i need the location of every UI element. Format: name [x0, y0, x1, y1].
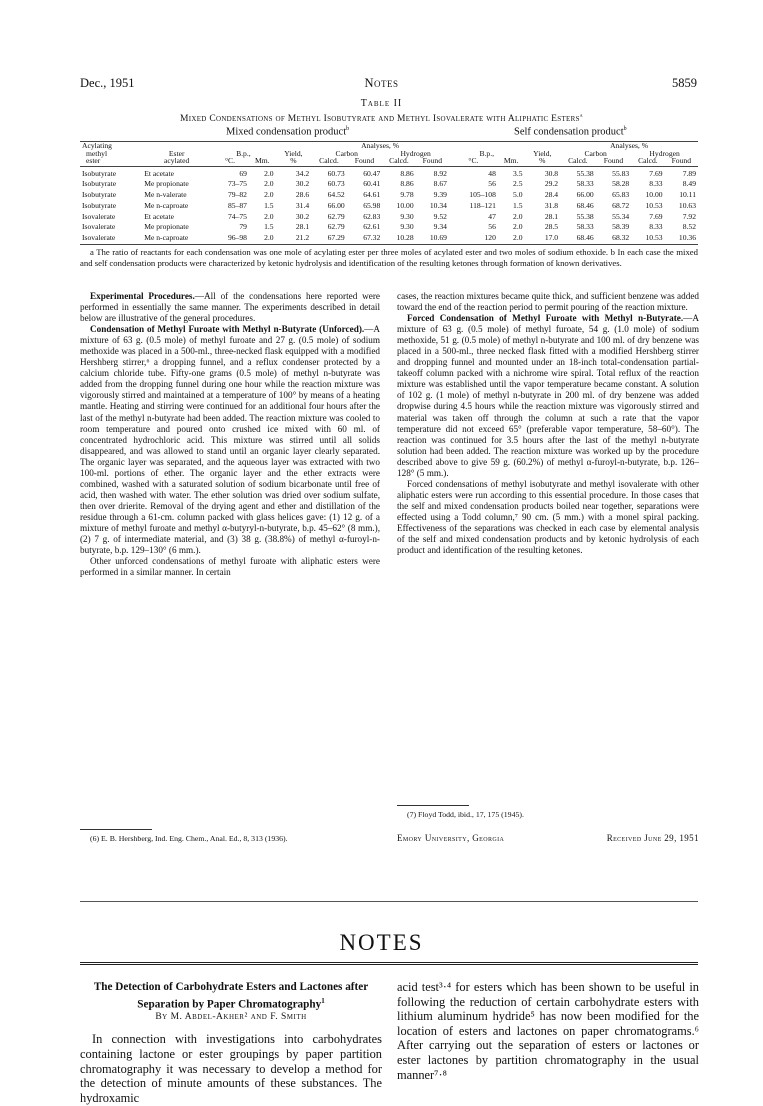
table-cell: 28.5: [544, 222, 559, 232]
notes-underline: [80, 962, 698, 965]
table-cell: 56: [488, 222, 496, 232]
table-cell: 10.00: [645, 190, 663, 200]
col-head-found: Found: [665, 157, 698, 166]
table-cell: 7.92: [682, 211, 696, 221]
table-row: [80, 222, 698, 233]
col-head-acylating: Acylating: [80, 142, 142, 150]
table-cell: 60.73: [327, 168, 345, 178]
col-head-found: Found: [347, 157, 383, 166]
footnote-6: (6) E. B. Hershberg, Ind. Eng. Chem., Anal. Ed., 8, 313 (1936).: [90, 834, 288, 843]
table-cell: 10.63: [678, 200, 696, 210]
table-cell: 2.0: [264, 211, 274, 221]
table-cell: 10.11: [679, 190, 696, 200]
table-cell: Isobutyrate: [82, 179, 117, 189]
table-cell: 118–121: [469, 200, 496, 210]
running-header-section: Notes: [364, 76, 399, 90]
table-row: [80, 201, 698, 212]
table-cell: 79–82: [227, 190, 247, 200]
table-cell: 9.30: [400, 211, 414, 221]
table-cell: 7.89: [682, 168, 696, 178]
col-head-mm-self: Mm.: [498, 157, 525, 166]
section-heading: Experimental Procedures.: [90, 291, 195, 301]
table-cell: 58.28: [612, 179, 630, 189]
table-cell: 79: [239, 222, 247, 232]
col-head-carbon-mixed: Carbon: [335, 148, 358, 158]
table-cell: Me propionate: [144, 222, 189, 232]
table-cell: 55.38: [576, 211, 594, 221]
table-cell: 34.2: [295, 168, 310, 178]
col-head-pct-mixed: %: [276, 157, 312, 166]
table-cell: 69: [239, 168, 247, 178]
table-cell: 73–75: [227, 179, 247, 189]
table-cell: 2.0: [513, 211, 523, 221]
table-cell: 7.69: [649, 211, 663, 221]
col-head-methyl: methyl: [86, 148, 108, 158]
self-product-heading: Self condensation product$^b$: [514, 126, 627, 138]
col-head-yield-self: Yield,: [533, 148, 552, 158]
col-head-ester: Ester: [168, 148, 185, 158]
table-cell: Me propionate: [144, 179, 189, 189]
paragraph: cases, the reaction mixtures became quite thick, and sufficient benzene was added toward the end of the reaction period to permit pouring of the reaction mixture.: [397, 291, 699, 313]
col-head-calcd: Calcd.: [382, 157, 415, 166]
table-cell: 28.6: [295, 190, 310, 200]
table-cell: 64.61: [363, 190, 381, 200]
table-cell: 67.29: [311, 233, 347, 244]
table-cell: 10.53: [645, 200, 663, 210]
table-cell: 96–98: [211, 233, 249, 244]
table-cell: 8.49: [682, 179, 696, 189]
table-cell: 55.83: [612, 168, 630, 178]
paragraph: —A mixture of 63 g. (0.5 mole) of methyl furoate and 27 g. (0.5 mole) of sodium methoxide was placed in a 500-ml., three-necked flask equipped with a modified Hershberg stirrer,⁶ a dropping funnel, and a reflux condenser protected by a calcium chloride tube. Fifty-one grams (0.5 mole) of methyl n-butyrate was added from the dropping funnel during one hour while the reaction mixture was vigorously stirred and maintained at a temperature of 100° by means of a heating mantle. Heating and stirring were continued for an additional four hours after the last of the methyl n-butyrate had been added. The reaction mixture was cooled to room temperature and poured onto crushed ice mixed with 60 ml. of concentrated hydrochloric acid. This mixture was stirred until all solids disappeared, and was allowed to stand until an organic layer clearly separated. The organic layer was separated, and the aqueous layer was extracted with two 100-ml. portions of ether. The organic layer and the ether extracts were combined, washed with a saturated solution of sodium bicarbonate until free of acid, then washed with water. The ether solution was dried over sodium sulfate, then over drierite. Removal of the drying agent and ether and distillation of the residue through a 61-cm. column packed with glass helices gave: (1) 12 g. of a mixture of methyl furoate and methyl α-butyryl-n-butyrate, b.p. 45–62° (8 mm.), (2) 7 g. of intermediate material, and (3) 38 g. (38.8%) of methyl α-furoyl-n-butyrate, b.p. 129–130° (6 mm.).: [80, 324, 380, 556]
table-cell: 62.61: [363, 222, 381, 232]
article-right-text: acid test³·⁴ for esters which has been shown to be useful in following the reduction of certain carbohydrate esters with lithium aluminum hydride⁵ has now been modified for the location of esters and lactones on paper chromatograms.⁶ After carrying out the separation of esters or lactones or ester lactones by partition chromatography in the usual manner⁷·⁸: [397, 980, 699, 1082]
table-cell: 28.1: [295, 222, 310, 232]
table-cell: 62.83: [363, 211, 381, 221]
col-head-ester-word: ester: [80, 157, 142, 166]
table-cell: 10.53: [631, 233, 664, 244]
col-head-calcd: Calcd.: [311, 157, 347, 166]
table-row: [80, 190, 698, 201]
table-row: [80, 212, 698, 223]
table-cell: 64.52: [327, 190, 345, 200]
table-cell: 8.52: [682, 222, 696, 232]
table-cell: 31.8: [544, 200, 559, 210]
col-head-mm-mixed: Mm.: [249, 157, 276, 166]
table-cell: Isobutyrate: [82, 200, 117, 210]
running-header-date: Dec., 1951: [80, 76, 135, 90]
table-label: Table II: [360, 98, 403, 109]
table-cell: 30.2: [295, 211, 310, 221]
col-head-analyses-self: Analyses, %: [560, 142, 698, 150]
paragraph: —All of the condensations here reported were performed in essentially the same manner. The experiments described in detail below are illustrative of the general procedures.: [80, 291, 380, 324]
table-cell: 8.33: [649, 179, 663, 189]
right-column: [397, 291, 699, 556]
table-cell: 8.33: [649, 222, 663, 232]
col-head-calcd: Calcd.: [631, 157, 664, 166]
col-head-yield-mixed: Yield,: [284, 148, 303, 158]
table-cell: 68.46: [560, 233, 596, 244]
col-head-found: Found: [596, 157, 632, 166]
table-cell: Me n-caproate: [144, 200, 189, 210]
page-number: 5859: [672, 76, 697, 90]
col-head-calcd: Calcd.: [560, 157, 596, 166]
table-caption: Mixed Condensations of Methyl Isobutyrate and Methyl Isovalerate with Aliphatic Esters$^a$: [180, 113, 583, 125]
section-divider: [80, 901, 698, 902]
table-cell: 58.33: [576, 222, 594, 232]
table-cell: 55.34: [612, 211, 630, 221]
table-cell: 1.5: [513, 200, 523, 210]
table-cell: 60.47: [363, 168, 381, 178]
table-cell: 120: [449, 233, 498, 244]
col-head-c-mixed: °C.: [211, 157, 249, 166]
article-byline: By M. Abdel-Akher² and F. Smith: [155, 1012, 307, 1022]
table-cell: 58.33: [576, 179, 594, 189]
table-cell: 5.0: [513, 190, 523, 200]
paragraph: Forced condensations of methyl isobutyrate and methyl isovalerate with other aliphatic esters were run according to this essential procedure. In those cases that the self and mixed condensation products boiled near together, separations were effected using a Todd column,⁷ 90 cm. (5 mm.) with a monel spiral packing. Effectiveness of the separations was checked in each case by elemental analysis of the self and mixed condensation products and by ketonic hydrolysis of each product and identification of the resulting ketones.: [397, 478, 699, 556]
col-head-hydrogen-mixed: Hydrogen: [400, 148, 431, 158]
article-intro-text: In connection with investigations into carbohydrates containing lactone or ester groupings by paper partition chromatography it was necessary to develop a method for the detection of minute amounts of these substances. The hydroxamic: [80, 1032, 382, 1106]
col-head-c-self: °C.: [449, 157, 498, 166]
col-head-acylated: acylated: [142, 157, 211, 166]
table-cell: 28.1: [544, 211, 559, 221]
table-cell: 2.0: [264, 179, 274, 189]
table-cell: 60.73: [327, 179, 345, 189]
table-cell: 8.86: [400, 179, 414, 189]
table-cell: 65.83: [612, 190, 630, 200]
table-cell: 9.34: [433, 222, 447, 232]
table-cell: 10.34: [429, 200, 447, 210]
footnote-7: (7) Floyd Todd, ibid., 17, 175 (1945).: [407, 810, 524, 819]
table-cell: 74–75: [227, 211, 247, 221]
article-left-column: [80, 980, 382, 1012]
table-cell: 30.2: [295, 179, 310, 189]
table-cell: 8.86: [400, 168, 414, 178]
table-cell: 85–87: [227, 200, 247, 210]
table-cell: 29.2: [544, 179, 559, 189]
table-cell: 62.79: [327, 222, 345, 232]
table-cell: Isovalerate: [80, 233, 142, 244]
table-cell: 2.0: [498, 233, 525, 244]
table-cell: 10.00: [396, 200, 414, 210]
article-title: The Detection of Carbohydrate Esters and Lactones after Separation by Paper Chromatography$^1$: [93, 981, 369, 1011]
table-cell: 2.5: [513, 179, 523, 189]
table-cell: 9.52: [433, 211, 447, 221]
table-cell: 9.39: [433, 190, 447, 200]
table-cell: 2.0: [249, 233, 276, 244]
table-cell: 9.78: [400, 190, 414, 200]
table-cell: 66.00: [576, 190, 594, 200]
table-row: [80, 179, 698, 190]
table-cell: 28.4: [544, 190, 559, 200]
table-cell: 65.98: [363, 200, 381, 210]
mixed-product-heading: Mixed condensation product$^b$: [226, 126, 350, 138]
paragraph: Other unforced condensations of methyl furoate with aliphatic esters were performed in a similar manner. In certain: [80, 556, 380, 578]
col-head-pct-self: %: [525, 157, 561, 166]
table-cell: 1.5: [264, 200, 274, 210]
footnote-rule: [397, 805, 469, 806]
table-cell: 68.72: [612, 200, 630, 210]
table-cell: Isovalerate: [82, 222, 116, 232]
table-cell: 66.00: [327, 200, 345, 210]
table-cell: Et acetate: [144, 211, 174, 221]
table-cell: 67.32: [347, 233, 383, 244]
table-cell: 62.79: [327, 211, 345, 221]
table-cell: 60.41: [363, 179, 381, 189]
table-cell: 8.67: [433, 179, 447, 189]
col-head-bp-mixed: B.p.,: [236, 148, 251, 158]
table-cell: 10.28: [382, 233, 415, 244]
col-head-bp-self: B.p.,: [479, 148, 495, 158]
table-cell: 31.4: [295, 200, 310, 210]
table-cell: Me n-valerate: [144, 190, 187, 200]
col-head-hydrogen-self: Hydrogen: [649, 148, 680, 158]
table-cell: 30.8: [544, 168, 559, 178]
table-row: [80, 166, 698, 179]
table-cell: Me n-caproate: [142, 233, 211, 244]
table-cell: 3.5: [513, 168, 523, 178]
table-cell: 21.2: [276, 233, 312, 244]
table-cell: 2.0: [513, 222, 523, 232]
table-footnote: a The ratio of reactants for each condensation was one mole of acylating ester per three moles of acylated ester and two moles of sodium ethoxide. b In each case the mixed and self condensation products were characterized by ketonic hydrolysis and identification of the resulting ketones through formation of known derivatives.: [80, 247, 698, 268]
table-cell: 10.69: [416, 233, 449, 244]
col-head-found: Found: [416, 157, 449, 166]
table-cell: 48: [488, 168, 496, 178]
condensation-table: [80, 141, 698, 245]
table-cell: 68.46: [576, 200, 594, 210]
table-cell: 68.32: [596, 233, 632, 244]
table-cell: 47: [488, 211, 496, 221]
paragraph: —A mixture of 63 g. (0.5 mole) of methyl furoate, 54 g. (1.0 mole) of sodium methoxide, 51 g. (0.5 mole) of methyl n-butyrate and 100 ml. of dry benzene was placed in a 500-ml., three necked flask fitted with a modified Hershberg stirrer and dropping funnel and mounted under an 18-inch total-condensation partial-takeoff column packed with a nichrome wire spiral. Total reflux of the reaction mixture was established until the vapor temperature became constant. A solution of 102 g. (1 mole) of methyl n-butyrate in 200 ml. of dry benzene was added dropwise during 4.5 hours while the reaction mixture was vigorously stirred and material was taken off through the column at such a rate that the vapor temperature did not exceed 65° (preferable vapor temperature, 58–60°). The reaction was continued for 3.5 hours after the last of the methyl n-butyrate solution had been added. The reaction mixture was worked up by the procedure described above to give 59 g. (60.2%) of methyl α-furoyl-n-butyrate, b.p. 126–128° (5 mm.).: [397, 313, 699, 478]
affiliation: Emory University, Georgia: [397, 833, 505, 843]
table-cell: 2.0: [264, 190, 274, 200]
table-cell: 17.0: [525, 233, 561, 244]
table-cell: Isovalerate: [82, 211, 116, 221]
table-cell: 2.0: [264, 168, 274, 178]
table-cell: 55.38: [576, 168, 594, 178]
notes-heading: NOTES: [339, 930, 424, 955]
table-cell: 58.39: [612, 222, 630, 232]
col-head-carbon-self: Carbon: [584, 148, 607, 158]
section-heading: Condensation of Methyl Furoate with Methyl n-Butyrate (Unforced).: [90, 324, 365, 335]
table-cell: 10.36: [665, 233, 698, 244]
table-cell: Isobutyrate: [82, 168, 117, 178]
left-column: [80, 291, 380, 578]
table-cell: Isobutyrate: [82, 190, 117, 200]
table-cell: 56: [488, 179, 496, 189]
table-cell: 7.69: [649, 168, 663, 178]
table-cell: Et acetate: [144, 168, 174, 178]
table-cell: 9.30: [400, 222, 414, 232]
table-cell: 8.92: [433, 168, 447, 178]
table-row: [80, 233, 698, 244]
footnote-rule: [80, 829, 152, 830]
section-heading: Forced Condensation of Methyl Furoate with Methyl n-Butyrate.: [407, 313, 684, 324]
table-cell: 105–108: [469, 190, 496, 200]
col-head-analyses-mixed: Analyses, %: [311, 142, 449, 150]
table-cell: 1.5: [264, 222, 274, 232]
received-date: Received June 29, 1951: [606, 833, 699, 843]
